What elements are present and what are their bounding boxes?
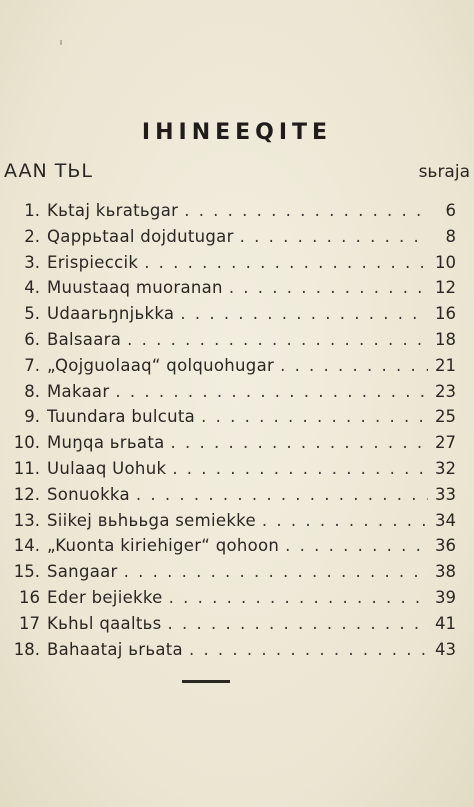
- toc-page-number: 6: [445, 201, 456, 220]
- toc-entry: [47, 585, 456, 611]
- toc-row: [0, 250, 474, 276]
- toc-title: Kьtaj kьratьgar: [47, 201, 179, 220]
- toc-page-number: 43: [435, 639, 456, 659]
- toc-title: Balsaara: [47, 329, 122, 349]
- dot-leader: [280, 353, 428, 379]
- toc-page-number: 23: [435, 381, 456, 401]
- toc-number: 9.: [24, 407, 40, 427]
- toc-row: [0, 559, 474, 585]
- dot-leader: [127, 327, 428, 353]
- toc-number: 2.: [24, 226, 40, 246]
- toc-row: [0, 404, 474, 430]
- toc-page-number: 39: [435, 587, 456, 607]
- toc-page-number: 33: [435, 484, 456, 504]
- toc-number: 6.: [24, 329, 40, 349]
- toc-title: Tuundara bulcuta: [47, 407, 196, 427]
- dot-leader: [169, 585, 428, 611]
- toc-row: [0, 482, 474, 508]
- toc-row: [0, 533, 474, 559]
- toc-row: [0, 301, 474, 327]
- toc-page-number: 10: [435, 252, 456, 272]
- dot-leader: [168, 611, 428, 637]
- toc-entry: [47, 327, 456, 353]
- dot-leader: [180, 301, 428, 327]
- toc-entry: [47, 353, 456, 379]
- toc-entry: [47, 482, 456, 508]
- toc-page-number: 27: [435, 433, 456, 453]
- toc-number: 8.: [24, 381, 40, 401]
- toc-entry: [47, 198, 456, 224]
- dot-leader: [171, 430, 428, 456]
- toc-page-number: 25: [435, 407, 456, 427]
- toc-title: Muustaaq muoranan: [47, 278, 223, 298]
- toc-title: Bahaataj ьrьata: [47, 639, 183, 659]
- toc-page-number: 12: [435, 278, 456, 298]
- toc-entry: [47, 379, 456, 405]
- toc-entry: [47, 559, 456, 585]
- paper-speck: [60, 40, 62, 45]
- toc-number: 5.: [24, 304, 40, 324]
- divider-rule: [182, 680, 230, 683]
- dot-leader: [201, 404, 428, 430]
- toc-entry: [47, 275, 456, 301]
- toc-number: 3.: [24, 252, 40, 272]
- toc-row: [0, 224, 474, 250]
- dot-leader: [229, 275, 428, 301]
- dot-leader: [144, 250, 428, 276]
- dot-leader: [189, 637, 428, 663]
- dot-leader: [136, 482, 428, 508]
- toc-number: 10.: [13, 433, 40, 453]
- toc-page-number: 21: [435, 355, 456, 375]
- toc-title: Erispieccik: [47, 252, 139, 272]
- toc-title: „Kuonta kiriehiger“ qohoon: [47, 536, 280, 556]
- dot-leader: [240, 224, 428, 250]
- toc-entry: [47, 533, 456, 559]
- table-of-contents: [0, 198, 474, 662]
- toc-number: 13.: [13, 510, 40, 530]
- dot-leader: [184, 198, 428, 224]
- toc-number: 17: [19, 613, 40, 633]
- toc-number: 12.: [13, 484, 40, 504]
- toc-row: [0, 353, 474, 379]
- toc-entry: [47, 430, 456, 456]
- toc-number: 7.: [24, 355, 40, 375]
- toc-number: 4.: [24, 278, 40, 298]
- toc-entry: [47, 611, 456, 637]
- toc-row: [0, 456, 474, 482]
- toc-number: 1.: [24, 201, 40, 220]
- toc-entry: [47, 250, 456, 276]
- toc-title: Qappьtaal dojdutugar: [47, 226, 234, 246]
- toc-title: Uulaaq Uohuk: [47, 458, 167, 478]
- toc-entry: [47, 508, 456, 534]
- toc-row: [0, 430, 474, 456]
- dot-leader: [262, 508, 428, 534]
- toc-number: 14.: [13, 536, 40, 556]
- toc-number: 11.: [13, 458, 40, 478]
- toc-row: [0, 585, 474, 611]
- toc-title: Muŋqa ьrьata: [47, 433, 165, 453]
- toc-page-number: 32: [435, 458, 456, 478]
- toc-page-number: 16: [435, 304, 456, 324]
- toc-title: Makaar: [47, 381, 110, 401]
- dot-leader: [285, 533, 428, 559]
- toc-entry: [47, 224, 456, 250]
- toc-entry: [47, 404, 456, 430]
- dot-leader: [172, 456, 428, 482]
- toc-title: „Qojguolaaq“ qolquohugar: [47, 355, 275, 375]
- toc-entry: [47, 637, 456, 663]
- toc-title: Sonuokka: [47, 484, 130, 504]
- toc-header-page: sьraja: [418, 162, 470, 182]
- toc-row: [0, 637, 474, 663]
- page-title: IHINEEQITE: [141, 120, 333, 145]
- toc-page-number: 38: [435, 562, 456, 582]
- toc-page-number: 8: [445, 226, 456, 246]
- toc-page-number: 34: [435, 510, 456, 530]
- toc-title: Udaarьŋnjьkka: [47, 304, 175, 324]
- toc-row: [0, 327, 474, 353]
- toc-entry: [47, 301, 456, 327]
- toc-row: [0, 508, 474, 534]
- dot-leader: [124, 559, 428, 585]
- toc-title: Siikej вьhььga semiekke: [47, 510, 256, 530]
- toc-entry: [47, 456, 456, 482]
- dot-leader: [115, 379, 428, 405]
- toc-number: 18.: [13, 639, 40, 659]
- toc-page-number: 41: [435, 613, 456, 633]
- toc-number: 16: [19, 587, 40, 607]
- toc-title: Kьhьl qaaltьs: [47, 613, 162, 633]
- toc-row: [0, 275, 474, 301]
- toc-header-chapter: AAN TЬL: [4, 160, 94, 182]
- toc-number: 15.: [13, 562, 40, 582]
- toc-title: Sangaar: [47, 562, 118, 582]
- toc-page-number: 36: [435, 536, 456, 556]
- toc-row: [0, 198, 474, 224]
- toc-title: Eder bejiekke: [47, 587, 163, 607]
- toc-row: [0, 611, 474, 637]
- toc-page-number: 18: [435, 329, 456, 349]
- toc-row: [0, 379, 474, 405]
